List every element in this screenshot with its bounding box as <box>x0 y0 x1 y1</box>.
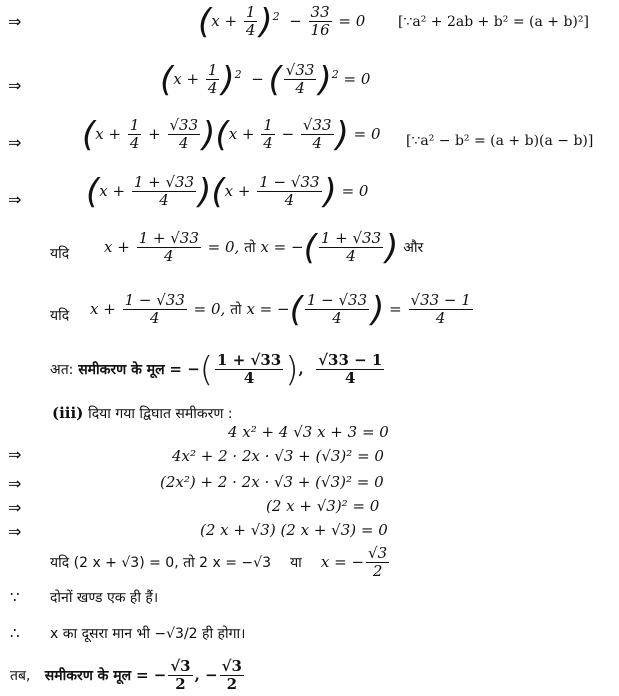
part-iii-heading: (iii) दिया गया द्विघात समीकरण : <box>52 404 233 422</box>
equation-line-11: (2x²) + 2 · 2x · √3 + (√3)² = 0 <box>160 473 384 491</box>
implies-symbol: ⇒ <box>8 522 22 541</box>
therefore-symbol: ∴ <box>10 624 20 642</box>
same-factors-text: दोनों खण्ड एक ही हैं। <box>50 590 159 606</box>
equation-line-14: यदि (2 x + √3) = 0, तो 2 x = −√3 या x = − $\frac{√3}{2}$ <box>50 544 388 581</box>
if-word: यदि <box>50 308 70 324</box>
equation-line-2: (x + $\frac{1}{4}$ )$^2$ − ( $\frac{√33}{4}$ )$^2$ = 0 <box>160 59 371 100</box>
roots-statement-1: अत: समीकरण के मूल = −( $\frac{1 + √33}{4}$ ), $\frac{√33 - 1}{4}$ <box>50 349 383 390</box>
equation-line-5: x + $\frac{1 + √33}{4}$ = 0, तो x = −( $\frac{1 + √33}{4}$ ) और <box>104 227 424 268</box>
identity-note-1: [∵a² + 2ab + b² = (a + b)²] <box>398 14 589 30</box>
equation-line-1: (x + $\frac{1}{4}$ )$^2$ − $\frac{33}{16}$ = 0 <box>198 1 366 42</box>
equation-line-6: x + $\frac{1 - √33}{4}$ = 0, तो x = −( $\frac{1 - √33}{4}$ ) = $\frac{√33 - 1}{4}$ <box>90 289 471 330</box>
implies-symbol: ⇒ <box>8 190 22 209</box>
implies-symbol: ⇒ <box>8 76 22 95</box>
roots-statement-2: तब, समीकरण के मूल = − $\frac{√3}{2}$ , − $\frac{√3}{2}$ <box>10 657 242 694</box>
implies-symbol: ⇒ <box>8 498 22 517</box>
identity-note-2: [∵a² − b² = (a + b)(a − b)] <box>406 133 594 149</box>
second-root-text: x का दूसरा मान भी −√3/2 ही होगा। <box>50 626 246 642</box>
equation-line-12: (2 x + √3)² = 0 <box>266 497 380 515</box>
implies-symbol: ⇒ <box>8 133 22 152</box>
equation-line-9: 4 x² + 4 √3 x + 3 = 0 <box>228 423 389 441</box>
equation-line-3: (x + $\frac{1}{4}$ + $\frac{√33}{4}$ )(x + $\frac{1}{4}$ − $\frac{√33}{4}$ ) = 0 <box>82 114 381 155</box>
equation-line-4: (x + $\frac{1 + √33}{4}$ )(x + $\frac{1 - √33}{4}$ ) = 0 <box>86 171 369 212</box>
if-word: यदि <box>50 246 70 262</box>
equation-line-10: 4x² + 2 · 2x · √3 + (√3)² = 0 <box>172 447 384 465</box>
equation-line-13: (2 x + √3) (2 x + √3) = 0 <box>200 521 388 539</box>
implies-symbol: ⇒ <box>8 445 22 464</box>
implies-symbol: ⇒ <box>8 474 22 493</box>
implies-symbol: ⇒ <box>8 12 22 31</box>
because-symbol: ∵ <box>10 588 20 606</box>
